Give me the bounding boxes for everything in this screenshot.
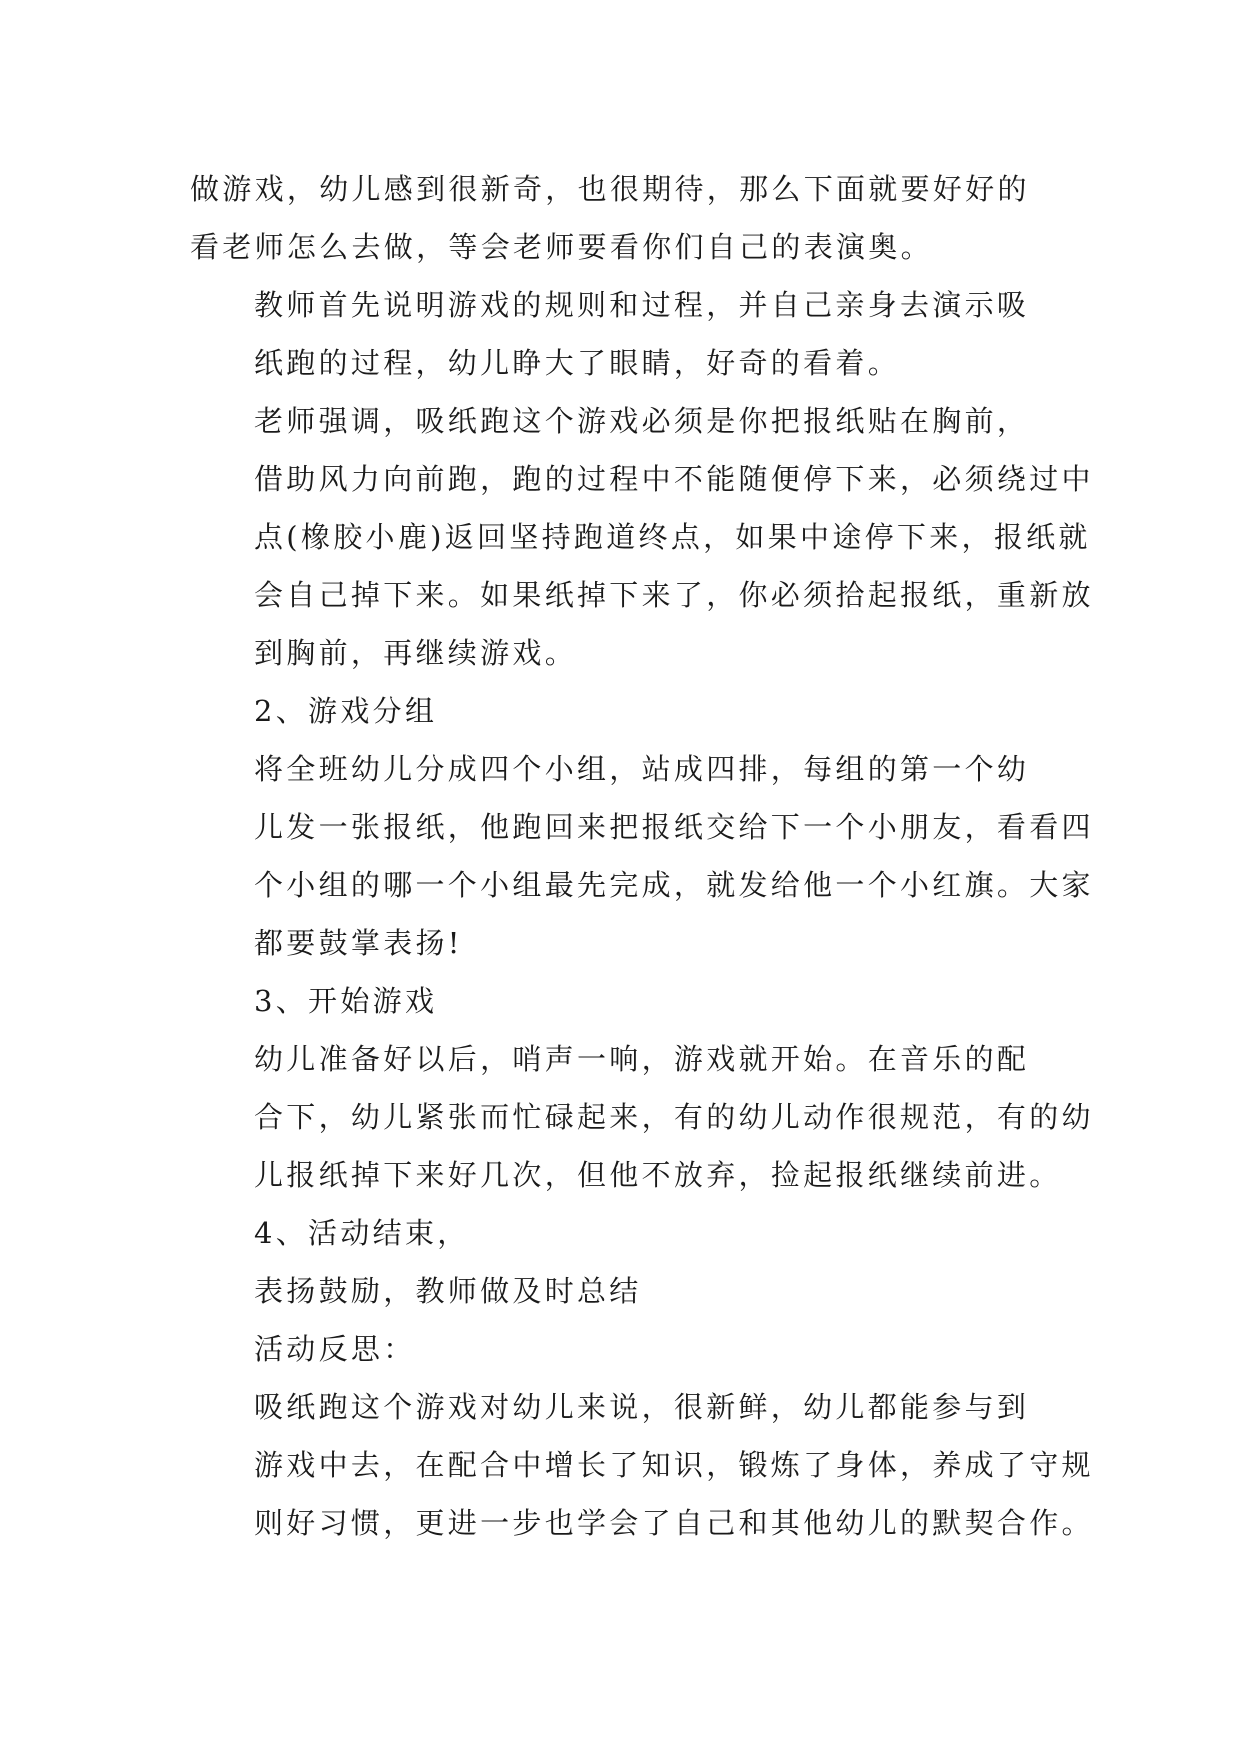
text-line: 会自己掉下来。如果纸掉下来了，你必须拾起报纸，重新放 bbox=[254, 578, 1094, 612]
text-line: 老师强调，吸纸跑这个游戏必须是你把报纸贴在胸前， bbox=[254, 404, 1030, 438]
section-heading-grouping bbox=[190, 682, 1070, 740]
text-line: 活动反思： bbox=[254, 1332, 416, 1366]
paragraph-praise bbox=[190, 1262, 1070, 1320]
text-line: 吸纸跑这个游戏对幼儿来说，很新鲜，幼儿都能参与到 bbox=[254, 1390, 1030, 1424]
paragraph-grouping bbox=[190, 740, 1094, 972]
text-line: 看老师怎么去做，等会老师要看你们自己的表演奥。 bbox=[190, 230, 933, 264]
text-line: 纸跑的过程，幼儿睁大了眼睛，好奇的看着。 bbox=[254, 346, 901, 380]
paragraph-start-game bbox=[190, 1030, 1094, 1204]
text-line: 都要鼓掌表扬! bbox=[254, 926, 463, 960]
text-line: 4、活动结束， bbox=[254, 1216, 470, 1250]
document-page bbox=[190, 160, 1094, 1552]
text-line: 借助风力向前跑，跑的过程中不能随便停下来，必须绕过中 bbox=[254, 462, 1094, 496]
section-heading-reflection bbox=[190, 1320, 1070, 1378]
text-line: 个小组的哪一个小组最先完成，就发给他一个小红旗。大家 bbox=[254, 868, 1094, 902]
text-line: 3、开始游戏 bbox=[254, 984, 438, 1018]
text-line: 做游戏，幼儿感到很新奇，也很期待，那么下面就要好好的 bbox=[190, 172, 1030, 206]
text-line: 到胸前，再继续游戏。 bbox=[254, 636, 578, 670]
text-line: 幼儿准备好以后，哨声一响，游戏就开始。在音乐的配 bbox=[254, 1042, 1030, 1076]
paragraph-intro-continued bbox=[190, 160, 1070, 276]
paragraph-reflection bbox=[190, 1378, 1094, 1552]
text-line: 2、游戏分组 bbox=[254, 694, 438, 728]
text-line: 游戏中去，在配合中增长了知识，锻炼了身体，养成了守规 bbox=[254, 1448, 1094, 1482]
text-line: 点(橡胶小鹿)返回坚持跑道终点，如果中途停下来，报纸就 bbox=[254, 520, 1091, 554]
section-heading-start-game bbox=[190, 972, 1070, 1030]
text-line: 儿报纸掉下来好几次，但他不放弃，捡起报纸继续前进。 bbox=[254, 1158, 1062, 1192]
paragraph-teacher-demo bbox=[190, 276, 1070, 392]
text-line: 教师首先说明游戏的规则和过程，并自己亲身去演示吸 bbox=[254, 288, 1030, 322]
text-line: 表扬鼓励，教师做及时总结 bbox=[254, 1274, 642, 1308]
paragraph-rules bbox=[190, 392, 1094, 682]
section-heading-activity-end bbox=[190, 1204, 1070, 1262]
text-line: 则好习惯，更进一步也学会了自己和其他幼儿的默契合作。 bbox=[254, 1506, 1094, 1540]
text-line: 合下，幼儿紧张而忙碌起来，有的幼儿动作很规范，有的幼 bbox=[254, 1100, 1094, 1134]
text-line: 将全班幼儿分成四个小组，站成四排，每组的第一个幼 bbox=[254, 752, 1030, 786]
text-line: 儿发一张报纸，他跑回来把报纸交给下一个小朋友，看看四 bbox=[254, 810, 1094, 844]
